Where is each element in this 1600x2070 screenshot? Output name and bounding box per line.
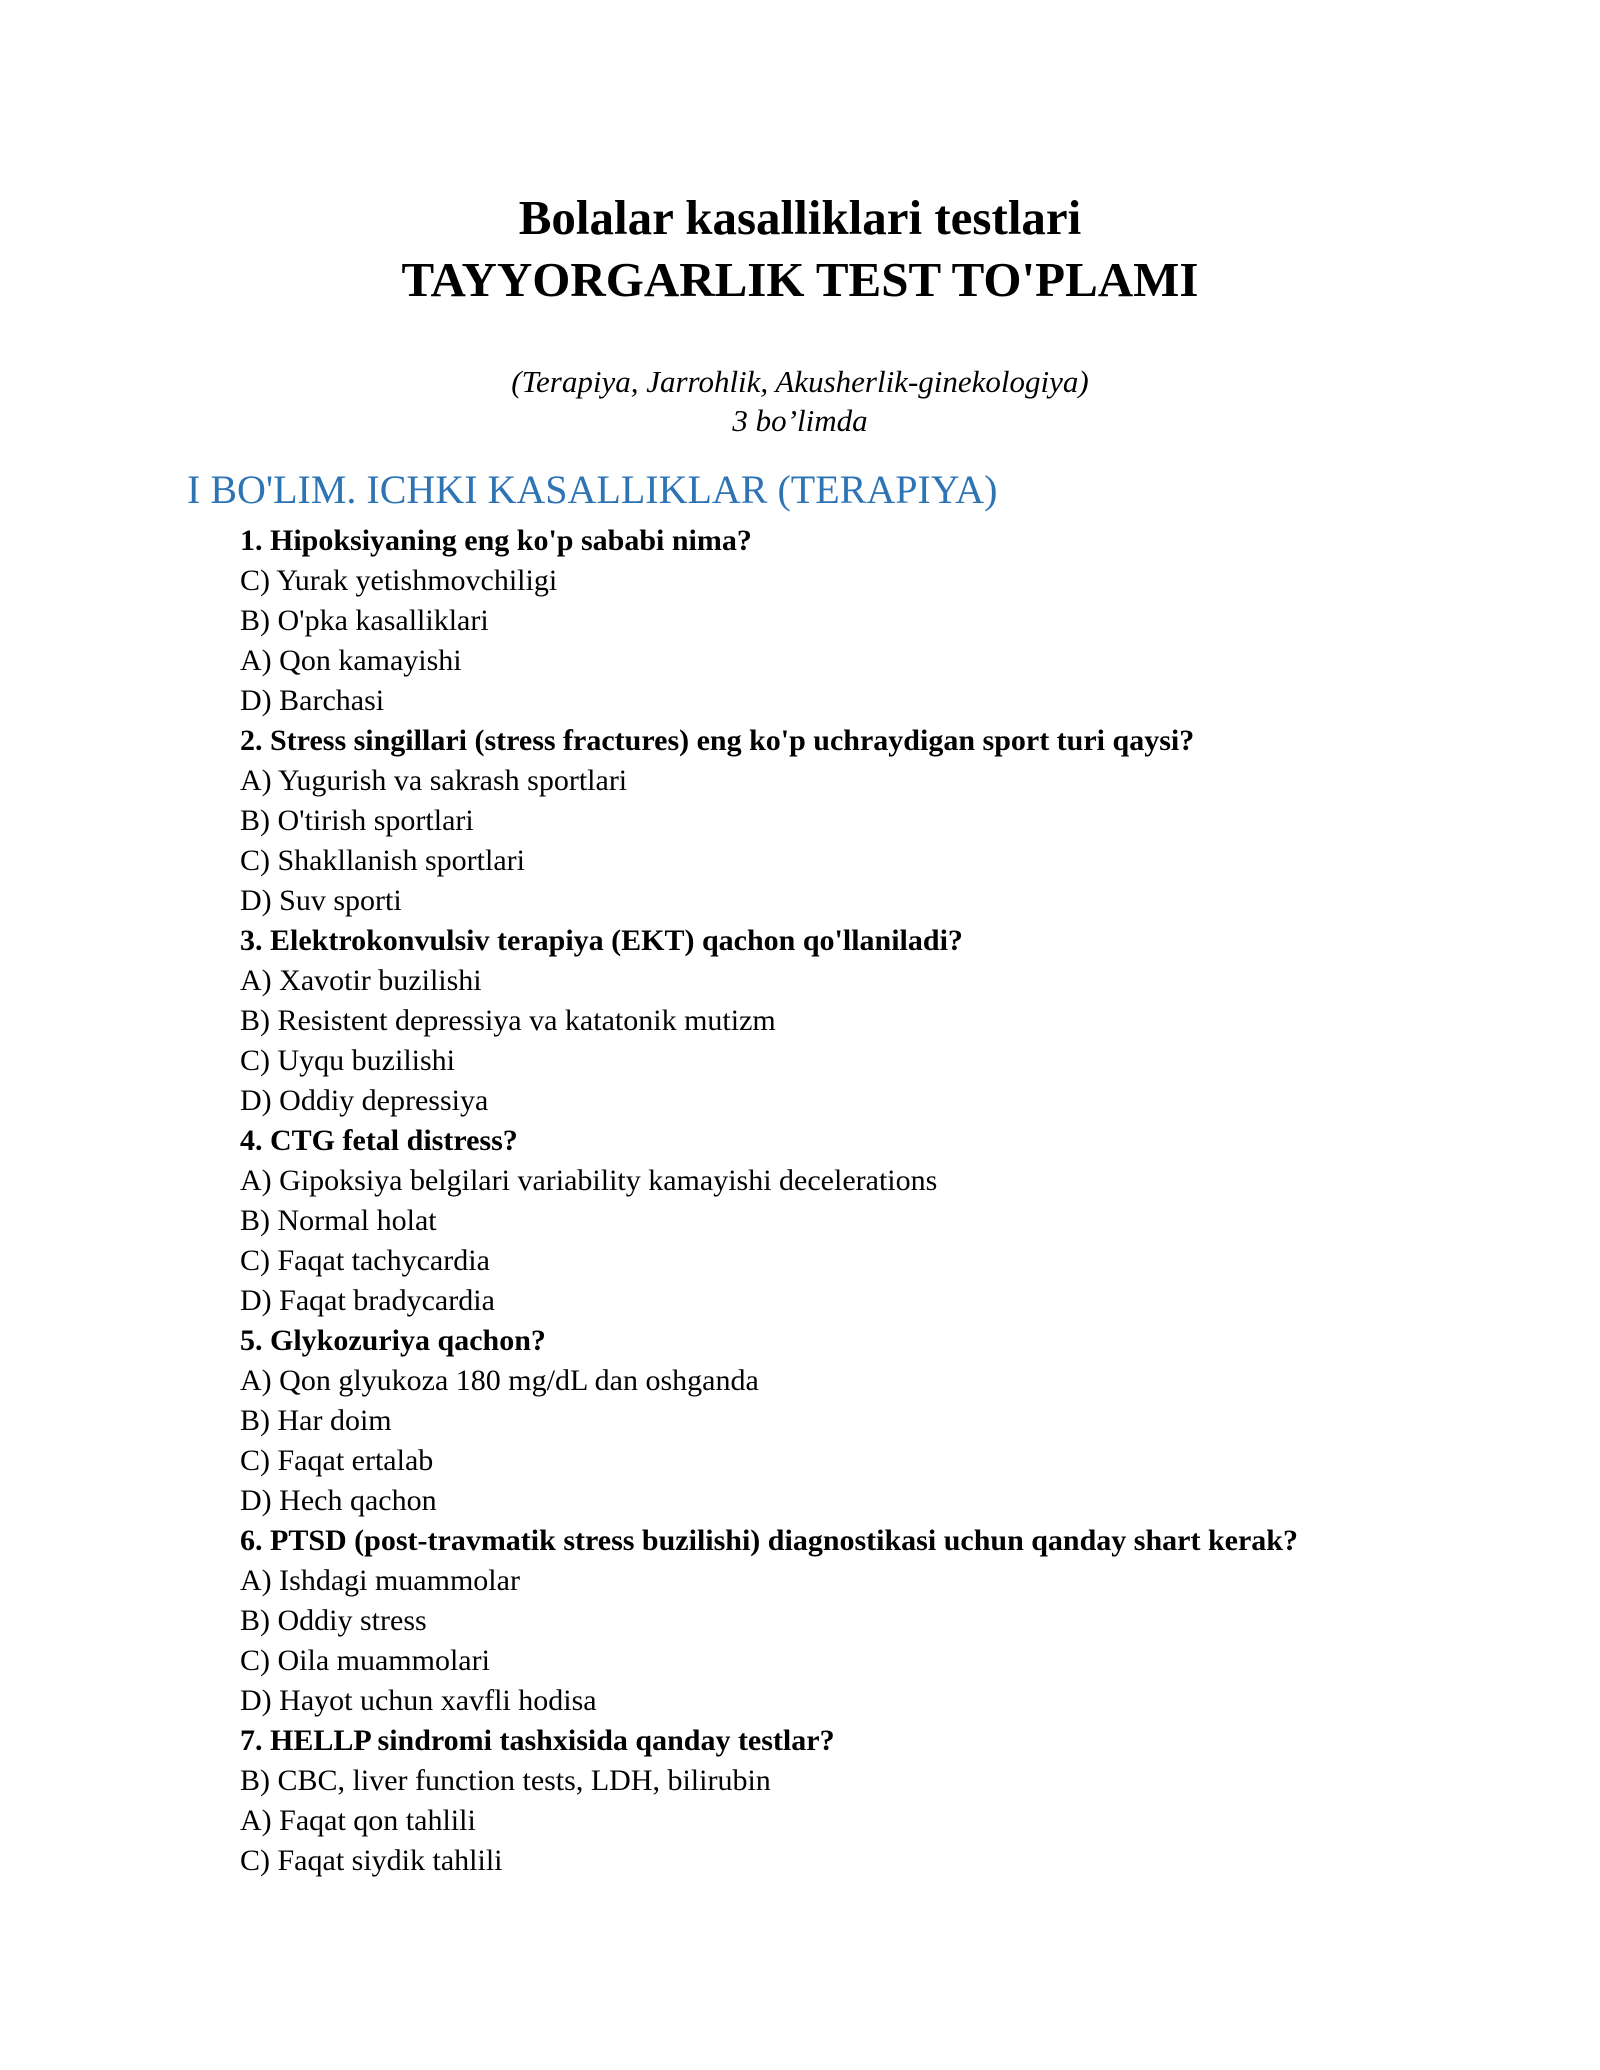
answer-option: D) Hayot uchun xavfli hodisa (240, 1684, 597, 1717)
answer-option: C) Faqat siydik tahlili (240, 1844, 503, 1877)
document-subtitle-parts: 3 bo’limda (732, 403, 868, 438)
answer-option: C) Shakllanish sportlari (240, 844, 525, 877)
question-text: 2. Stress singillari (stress fractures) eng ko'p uchraydigan sport turi qaysi? (240, 724, 1195, 757)
answer-option: D) Hech qachon (240, 1484, 437, 1517)
answer-option: A) Xavotir buzilishi (240, 964, 482, 997)
answer-option: B) Resistent depressiya va katatonik mutizm (240, 1004, 776, 1037)
document-title-secondary: TAYYORGARLIK TEST TO'PLAMI (401, 252, 1199, 307)
question-text: 7. HELLP sindromi tashxisida qanday testlar? (240, 1724, 835, 1757)
answer-option: C) Yurak yetishmovchiligi (240, 564, 558, 597)
question-list (240, 521, 1540, 1881)
answer-option: D) Faqat bradycardia (240, 1284, 495, 1317)
question-text: 4. CTG fetal distress? (240, 1124, 518, 1157)
answer-option: B) Oddiy stress (240, 1604, 427, 1637)
answer-option: C) Oila muammolari (240, 1644, 490, 1677)
answer-option: B) CBC, liver function tests, LDH, bilirubin (240, 1764, 771, 1797)
answer-option: A) Qon glyukoza 180 mg/dL dan oshganda (240, 1364, 759, 1397)
document-title: Bolalar kasalliklari testlari (518, 190, 1082, 245)
section-heading: I BO'LIM. ICHKI KASALLIKLAR (TERAPIYA) (187, 467, 998, 512)
answer-option: B) O'pka kasalliklari (240, 604, 489, 637)
document-subtitle: (Terapiya, Jarrohlik, Akusherlik-ginekologiya) (511, 364, 1089, 399)
answer-option: A) Ishdagi muammolar (240, 1564, 520, 1597)
answer-option: C) Uyqu buzilishi (240, 1044, 455, 1077)
question-text: 3. Elektrokonvulsiv terapiya (EKT) qachon qo'llaniladi? (240, 924, 963, 957)
answer-option: A) Faqat qon tahlili (240, 1804, 476, 1837)
answer-option: A) Gipoksiya belgilari variability kamayishi decelerations (240, 1164, 938, 1197)
answer-option: B) O'tirish sportlari (240, 804, 474, 837)
answer-option: C) Faqat tachycardia (240, 1244, 490, 1277)
question-text: 6. PTSD (post-travmatik stress buzilishi) diagnostikasi uchun qanday shart kerak? (240, 1524, 1298, 1557)
answer-option: B) Har doim (240, 1404, 392, 1437)
answer-option: A) Yugurish va sakrash sportlari (240, 764, 628, 797)
answer-option: A) Qon kamayishi (240, 644, 462, 677)
question-text: 1. Hipoksiyaning eng ko'p sababi nima? (240, 524, 752, 557)
answer-option: B) Normal holat (240, 1204, 437, 1237)
answer-option: D) Suv sporti (240, 884, 402, 917)
answer-option: D) Barchasi (240, 684, 385, 717)
answer-option: C) Faqat ertalab (240, 1444, 434, 1477)
answer-option: D) Oddiy depressiya (240, 1084, 489, 1117)
question-text: 5. Glykozuriya qachon? (240, 1324, 546, 1357)
